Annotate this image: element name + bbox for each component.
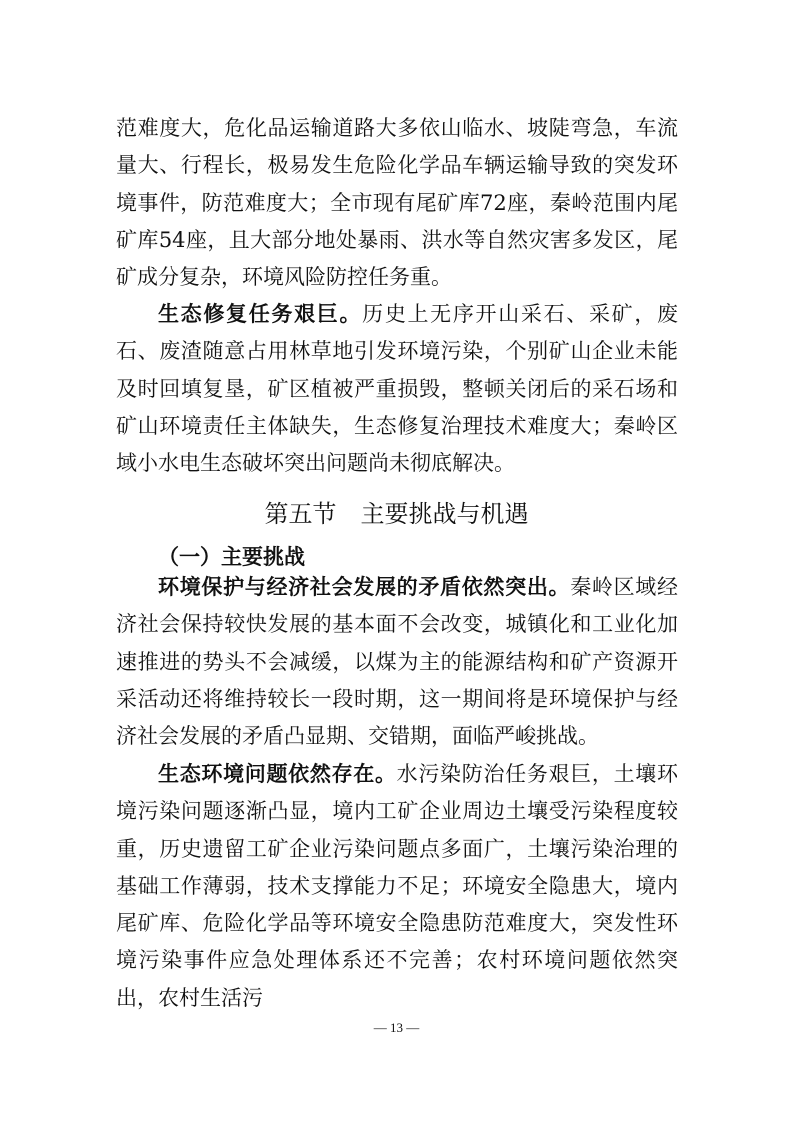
paragraph-risk-continued bbox=[116, 110, 678, 296]
paragraph-text: 历史上无序开山采石、采矿，废石、废渣随意占用林草地引发环境污染，个别矿山企业未能及时回填复垦，矿区植被严重损毁，整顿关闭后的采石场和矿山环境责任主体缺失，生态修复治理技术难度大；秦岭区域小水电生态破坏突出问题尚未彻底解决。 bbox=[116, 302, 679, 476]
paragraph-ecological-restoration bbox=[116, 296, 678, 482]
paragraph-text: 范难度大，危化品运输道路大多依山临水、坡陡弯急，车流量大、行程长，极易发生危险化学品车辆运输导致的突发环境事件，防范难度大；全市现有尾矿库72座，秦岭范围内尾矿库54座，且大部分地处暴雨、洪水等自然灾害多发区，尾矿成分复杂，环境风险防控任务重。 bbox=[116, 116, 678, 290]
paragraph-environment-issues bbox=[116, 756, 678, 1017]
paragraph-lead-bold: 生态修复任务艰巨。 bbox=[158, 302, 363, 326]
paragraph-lead-bold: 生态环境问题依然存在。 bbox=[158, 762, 397, 786]
paragraph-text: 秦岭区域经济社会保持较快发展的基本面不会改变，城镇化和工业化加速推进的势头不会减缓，以煤为主的能源结构和矿产资源开采活动还将维持较长一段时期，这一期间将是环境保护与经济社会发展的矛盾凸显期、交错期，面临严峻挑战。 bbox=[116, 575, 679, 749]
section-heading: 第五节 主要挑战与机遇 bbox=[264, 500, 529, 528]
subsection-heading: （一）主要挑战 bbox=[158, 545, 305, 569]
paragraph-contradiction bbox=[116, 569, 678, 755]
paragraph-text: 水污染防治任务艰巨，土壤环境污染问题逐渐凸显，境内工矿企业周边土壤受污染程度较重，历史遗留工矿企业污染问题点多面广，土壤污染治理的基础工作薄弱，技术支撑能力不足；环境安全隐患大，境内尾矿库、危险化学品等环境安全隐患防范难度大，突发性环境污染事件应急处理体系还不完善；农村环境问题依然突出，农村生活污 bbox=[116, 762, 679, 1010]
paragraph-lead-bold: 环境保护与经济社会发展的矛盾依然突出。 bbox=[158, 575, 571, 599]
page-number: — 13 — bbox=[373, 1020, 420, 1035]
